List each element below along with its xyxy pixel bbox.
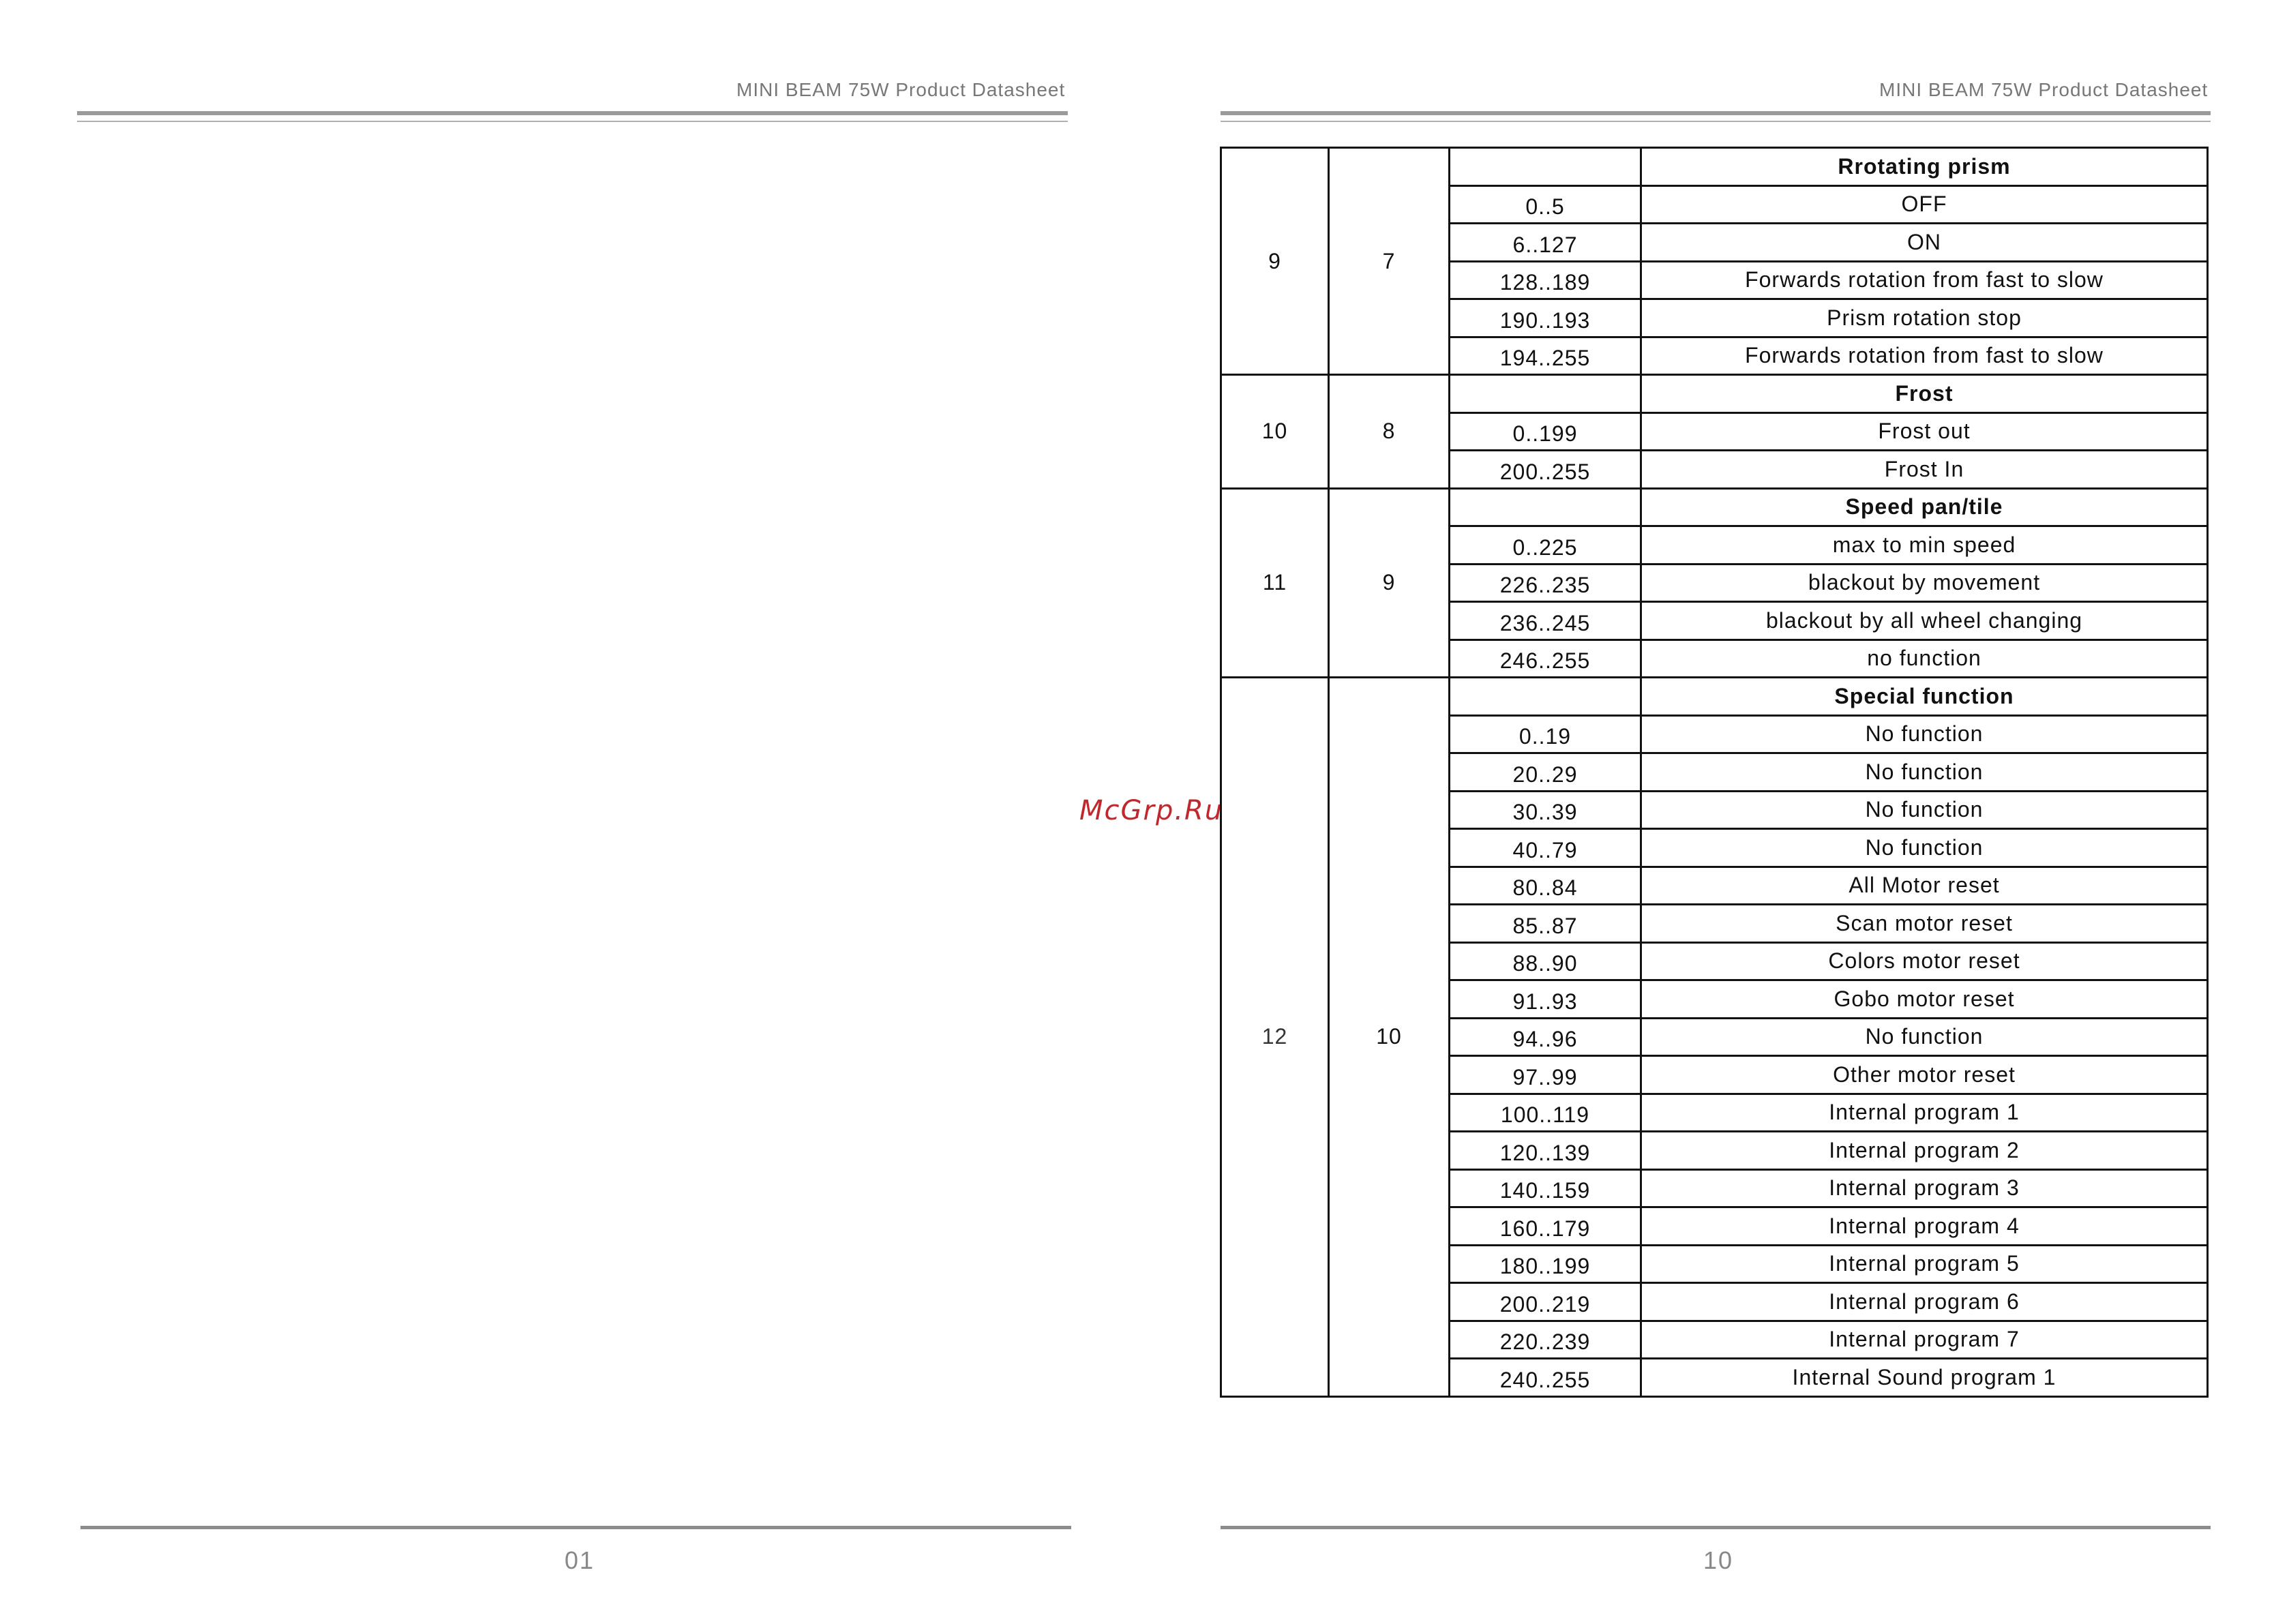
value-range-cell: 190..193 [1450, 299, 1641, 337]
function-cell: All Motor reset [1641, 867, 2208, 905]
dmx-channel-table [1220, 147, 2209, 1398]
page-number: 01 [564, 1546, 595, 1574]
channel-title-row [1221, 148, 2208, 186]
channel-title-row [1221, 375, 2208, 413]
channel-title-row [1221, 678, 2208, 716]
channel-number-cell: 12 [1221, 678, 1329, 1397]
function-cell: Internal program 6 [1641, 1283, 2208, 1321]
function-cell: Frost out [1641, 412, 2208, 451]
function-cell: blackout by movement [1641, 564, 2208, 602]
value-range-cell: 226..235 [1450, 564, 1641, 602]
value-range-cell: 0..19 [1450, 715, 1641, 753]
function-cell: no function [1641, 640, 2208, 678]
channel-title-cell: Frost [1641, 375, 2208, 413]
value-range-cell: 88..90 [1450, 942, 1641, 980]
channel-title-cell: Special function [1641, 678, 2208, 716]
channel-number-cell: 11 [1221, 488, 1329, 678]
function-cell: No function [1641, 1018, 2208, 1056]
header-rule [1221, 111, 2211, 115]
footer-rule [1221, 1526, 2211, 1529]
empty-range-cell [1450, 678, 1641, 716]
header-rule-thin [1221, 121, 2211, 122]
function-cell: No function [1641, 829, 2208, 867]
function-cell: Internal Sound program 1 [1641, 1359, 2208, 1397]
channel-title-cell: Rrotating prism [1641, 148, 2208, 186]
dmx-table-body [1221, 148, 2208, 1397]
function-cell: Gobo motor reset [1641, 980, 2208, 1019]
value-range-cell: 160..179 [1450, 1207, 1641, 1246]
function-cell: No function [1641, 715, 2208, 753]
value-range-cell: 140..159 [1450, 1169, 1641, 1207]
page-number: 10 [1703, 1546, 1734, 1574]
value-range-cell: 236..245 [1450, 602, 1641, 640]
function-cell: Colors motor reset [1641, 942, 2208, 980]
function-cell: Frost In [1641, 451, 2208, 489]
watermark: McGrp.Ru [1079, 795, 1224, 826]
empty-range-cell [1450, 488, 1641, 526]
value-range-cell: 6..127 [1450, 224, 1641, 262]
function-cell: Forwards rotation from fast to slow [1641, 337, 2208, 375]
empty-range-cell [1450, 375, 1641, 413]
header-rule-thin [77, 121, 1068, 122]
function-cell: Other motor reset [1641, 1056, 2208, 1094]
value-range-cell: 40..79 [1450, 829, 1641, 867]
header-title: MINI BEAM 75W Product Datasheet [1879, 79, 2209, 100]
value-range-cell: 194..255 [1450, 337, 1641, 375]
function-cell: Internal program 3 [1641, 1169, 2208, 1207]
channel-number-cell: 7 [1329, 148, 1450, 375]
footer-rule [80, 1526, 1071, 1529]
function-cell: Internal program 4 [1641, 1207, 2208, 1246]
function-cell: Internal program 1 [1641, 1094, 2208, 1132]
value-range-cell: 0..199 [1450, 412, 1641, 451]
value-range-cell: 100..119 [1450, 1094, 1641, 1132]
value-range-cell: 246..255 [1450, 640, 1641, 678]
channel-number-cell: 10 [1329, 678, 1450, 1397]
channel-number-cell: 9 [1221, 148, 1329, 375]
channel-title-row [1221, 488, 2208, 526]
value-range-cell: 200..255 [1450, 451, 1641, 489]
value-range-cell: 240..255 [1450, 1359, 1641, 1397]
function-cell: max to min speed [1641, 526, 2208, 565]
channel-number-cell: 9 [1329, 488, 1450, 678]
value-range-cell: 20..29 [1450, 753, 1641, 792]
function-cell: Scan motor reset [1641, 905, 2208, 943]
value-range-cell: 94..96 [1450, 1018, 1641, 1056]
value-range-cell: 80..84 [1450, 867, 1641, 905]
value-range-cell: 220..239 [1450, 1321, 1641, 1359]
function-cell: Internal program 5 [1641, 1245, 2208, 1283]
header-title: MINI BEAM 75W Product Datasheet [736, 79, 1066, 100]
function-cell: No function [1641, 753, 2208, 792]
left-page [0, 0, 1132, 1624]
value-range-cell: 200..219 [1450, 1283, 1641, 1321]
channel-number-cell: 10 [1221, 375, 1329, 489]
function-cell: OFF [1641, 185, 2208, 224]
channel-number-cell: 8 [1329, 375, 1450, 489]
function-cell: blackout by all wheel changing [1641, 602, 2208, 640]
function-cell: ON [1641, 224, 2208, 262]
value-range-cell: 128..189 [1450, 261, 1641, 299]
header-rule [77, 111, 1068, 115]
function-cell: Prism rotation stop [1641, 299, 2208, 337]
value-range-cell: 0..225 [1450, 526, 1641, 565]
function-cell: Internal program 7 [1641, 1321, 2208, 1359]
value-range-cell: 120..139 [1450, 1132, 1641, 1170]
value-range-cell: 97..99 [1450, 1056, 1641, 1094]
empty-range-cell [1450, 148, 1641, 186]
function-cell: Internal program 2 [1641, 1132, 2208, 1170]
value-range-cell: 91..93 [1450, 980, 1641, 1019]
value-range-cell: 85..87 [1450, 905, 1641, 943]
channel-title-cell: Speed pan/tile [1641, 488, 2208, 526]
value-range-cell: 0..5 [1450, 185, 1641, 224]
function-cell: No function [1641, 791, 2208, 829]
value-range-cell: 30..39 [1450, 791, 1641, 829]
function-cell: Forwards rotation from fast to slow [1641, 261, 2208, 299]
value-range-cell: 180..199 [1450, 1245, 1641, 1283]
